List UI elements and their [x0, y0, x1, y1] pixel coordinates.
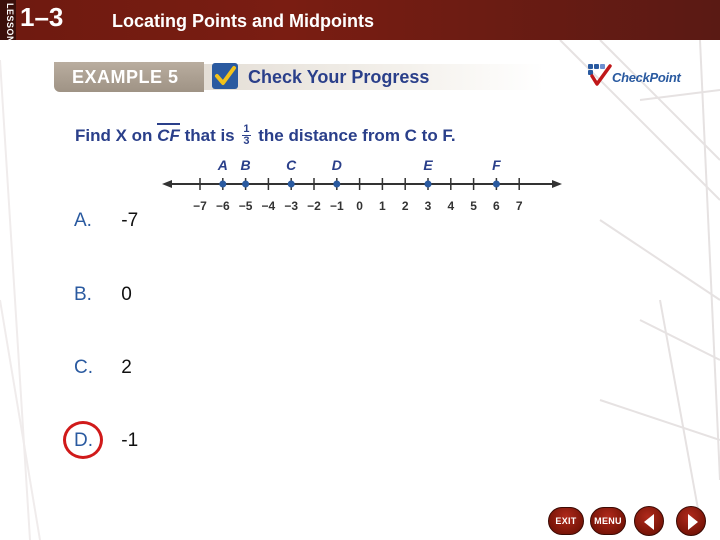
- number-line-tick-label: −1: [329, 199, 344, 213]
- number-line-tick-label: 5: [470, 199, 477, 213]
- segment-name: CF: [157, 125, 180, 145]
- answer-value: 0: [121, 284, 132, 305]
- lesson-header: [0, 0, 720, 44]
- answer-letter: C.: [74, 357, 93, 378]
- number-line-tick-label: −2: [307, 199, 321, 213]
- answer-option-d[interactable]: [74, 430, 138, 456]
- fraction-denominator: 3: [243, 135, 250, 147]
- number-line-tick-label: 3: [424, 199, 432, 213]
- number-line-tick-label: −4: [261, 199, 276, 213]
- exit-button-label: EXIT: [555, 516, 577, 526]
- number-line: [158, 150, 568, 216]
- next-button[interactable]: [676, 506, 706, 536]
- example-label: EXAMPLE 5: [72, 67, 179, 87]
- number-line-tick-label: 1: [379, 199, 386, 213]
- answer-option-a[interactable]: [74, 210, 138, 236]
- number-line-point: [425, 181, 432, 188]
- number-line-point-label: E: [423, 157, 433, 173]
- number-line-point: [288, 181, 295, 188]
- answer-letter: A.: [74, 210, 92, 231]
- answer-option-b[interactable]: [74, 284, 132, 310]
- checkmark-icon: [212, 63, 238, 89]
- number-line-tick-label: −6: [215, 199, 230, 213]
- arrow-right-icon: [677, 507, 707, 537]
- segment-bar: [157, 123, 180, 125]
- answer-option-c[interactable]: [74, 357, 132, 383]
- fraction-numerator: 1: [243, 123, 250, 135]
- number-line-point: [333, 181, 340, 188]
- arrow-right-icon: [552, 180, 562, 188]
- number-line-point-label: F: [492, 157, 501, 173]
- answer-letter: B.: [74, 284, 92, 305]
- number-line-tick-label: −3: [284, 199, 299, 213]
- answer-value: 2: [121, 357, 132, 378]
- arrow-left-icon: [162, 180, 172, 188]
- segment-label: [157, 125, 180, 146]
- example-banner: [54, 62, 544, 94]
- previous-button[interactable]: [634, 506, 664, 536]
- lesson-title: Locating Points and Midpoints: [112, 11, 374, 31]
- answer-value: -7: [121, 210, 139, 231]
- number-line-tick-label: 7: [515, 199, 523, 213]
- question-prefix: Find X on: [75, 125, 153, 145]
- menu-button[interactable]: [590, 507, 626, 535]
- answer-value: -1: [121, 430, 139, 451]
- number-line-point-label: C: [286, 157, 297, 173]
- number-line-tick-label: 6: [493, 199, 500, 213]
- example-block: [54, 62, 204, 92]
- question-middle: that is: [184, 125, 235, 145]
- checkpoint-logo-text: CheckPoint: [612, 70, 681, 85]
- number-line-point-label: A: [217, 157, 228, 173]
- checkpoint-logo: [586, 60, 690, 90]
- exit-button[interactable]: [548, 507, 584, 535]
- answer-letter: D.: [74, 430, 93, 451]
- number-line-point: [242, 181, 249, 188]
- checkpoint-logo-icon: [586, 60, 612, 90]
- fraction: [242, 124, 250, 147]
- lesson-tab-label: LESSON: [5, 3, 15, 44]
- number-line-point-label: B: [240, 157, 251, 173]
- number-line-point: [219, 181, 226, 188]
- number-line-tick-label: −5: [238, 199, 253, 213]
- check-progress-label: Check Your Progress: [248, 67, 430, 87]
- number-line-tick-label: 2: [401, 199, 409, 213]
- number-line-point: [493, 181, 500, 188]
- question-suffix: the distance from C to F.: [258, 125, 456, 145]
- number-line-tick-label: 0: [356, 199, 363, 213]
- arrow-left-icon: [635, 507, 665, 537]
- menu-button-label: MENU: [594, 516, 622, 526]
- number-line-point-label: D: [331, 157, 342, 173]
- number-line-tick-label: −7: [193, 199, 207, 213]
- lesson-number: 1–3: [20, 2, 64, 32]
- lesson-tab: [0, 0, 16, 44]
- number-line-tick-label: 4: [447, 199, 455, 213]
